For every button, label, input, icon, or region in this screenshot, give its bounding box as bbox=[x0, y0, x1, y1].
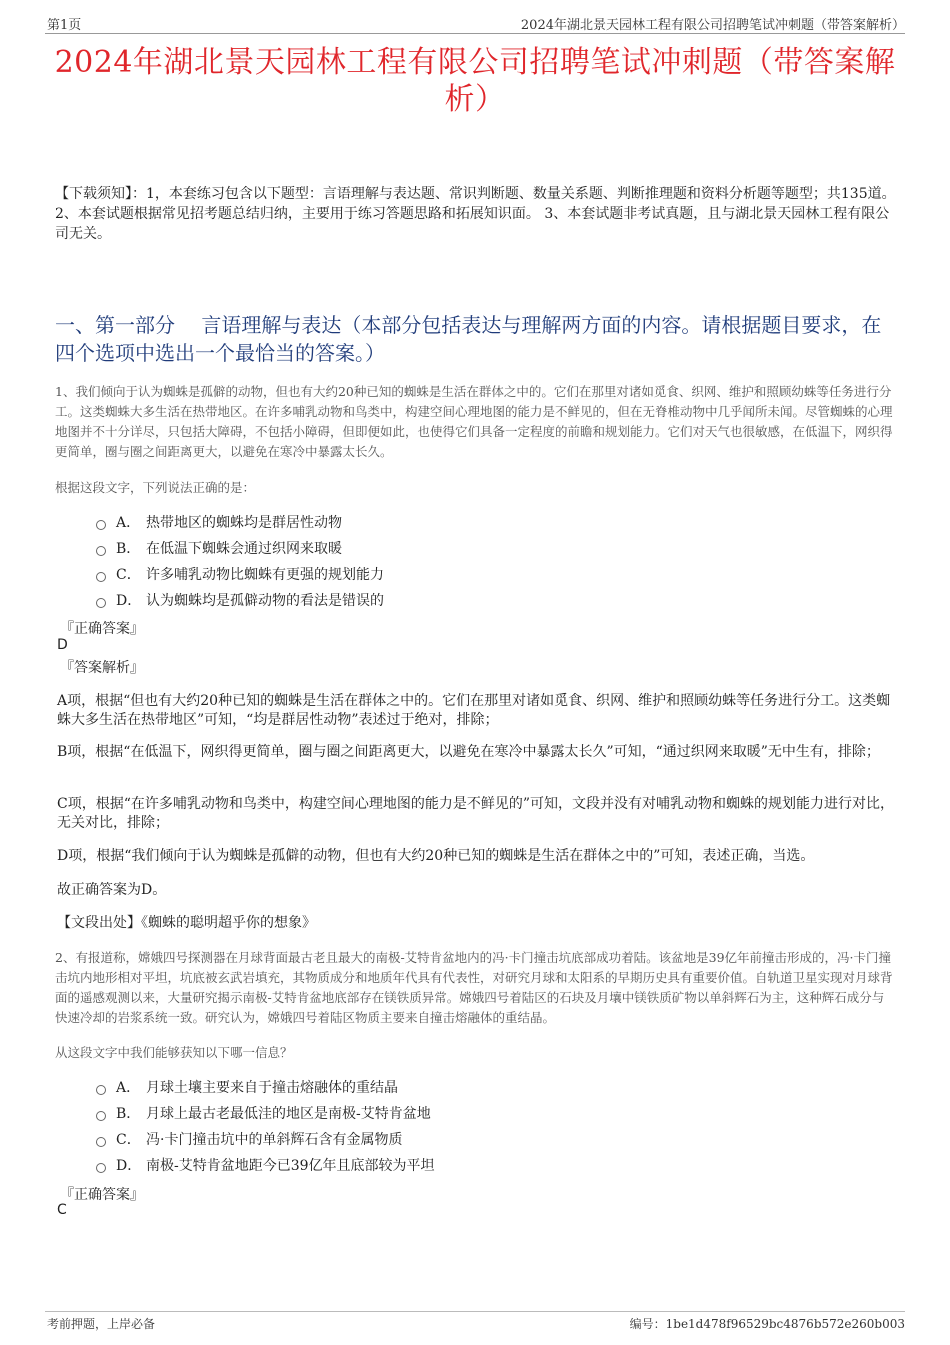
question-2-stem: 2、有报道称，嫦娥四号探测器在月球背面最古老且最大的南极-艾特肯盆地内的冯·卡门撞击坑底部成功着陆。该盆地是39亿年前撞击形成的，冯·卡门撞击坑内地形相对平坦，坑底被玄武岩填充，其物质成分和地质年代具有代表性，对研究月球和太阳系的早期历史具有重要价值。自轨道卫星实现对月球背面的遥感观测以来，大量研究揭示南极-艾特肯盆地底部存在镁铁质异常。嫦娥四号着陆区的石块及月壤中镁铁质矿物以单斜辉石为主，这种辉石成分与快速冷却的岩浆系统一致。研究认为，嫦娥四号着陆区物质主要来自撞击熔融体的重结晶。 bbox=[55, 950, 893, 1025]
radio-icon[interactable] bbox=[96, 598, 106, 608]
option-text: 热带地区的蜘蛛均是群居性动物 bbox=[146, 515, 342, 531]
question-1-conclusion: 故正确答案为D。 bbox=[57, 882, 167, 898]
question-1-analysis-label: 『答案解析』 bbox=[60, 660, 144, 676]
question-1-analysis-a: A项，根据“但也有大约20种已知的蜘蛛是生活在群体之中的。它们在那里对诸如觅食、织网、维护和照顾幼蛛等任务进行分工。这类蜘蛛大多生活在热带地区”可知，“均是群居性动物”表述过于绝对，排除； bbox=[57, 693, 891, 728]
option-text: 南极-艾特肯盆地距今已39亿年且底部较为平坦 bbox=[146, 1158, 435, 1174]
question-2-option-d[interactable] bbox=[96, 1155, 435, 1175]
question-1-answer: D bbox=[57, 637, 68, 653]
question-1-answer-label: 『正确答案』 bbox=[60, 621, 144, 637]
option-letter: A． bbox=[116, 515, 141, 531]
question-1-analysis-c: C项，根据“在许多哺乳动物和鸟类中，构建空间心理地图的能力是不鲜见的”可知，文段并没有对哺乳动物和蜘蛛的规划能力进行对比，无关对比，排除； bbox=[57, 796, 895, 831]
option-text: 冯·卡门撞击坑中的单斜辉石含有金属物质 bbox=[146, 1132, 403, 1148]
page-number: 第1页 bbox=[47, 18, 82, 33]
question-2-option-a[interactable] bbox=[96, 1077, 398, 1097]
document-title: 2024年湖北景天园林工程有限公司招聘笔试冲刺题（带答案解析） bbox=[54, 45, 896, 117]
option-letter: B． bbox=[116, 541, 141, 557]
section-heading: 一、第一部分 言语理解与表达（本部分包括表达与理解两方面的内容。请根据题目要求，在四个选项中选出一个最恰当的答案。） bbox=[55, 313, 882, 365]
question-1-option-a[interactable] bbox=[96, 512, 342, 532]
option-letter: C． bbox=[116, 567, 141, 583]
question-1-option-b[interactable] bbox=[96, 538, 342, 558]
radio-icon[interactable] bbox=[96, 1085, 106, 1095]
radio-icon[interactable] bbox=[96, 572, 106, 582]
question-1-analysis-b: B项，根据“在低温下，网织得更简单，圈与圈之间距离更大，以避免在寒冷中暴露太长久”可知，“通过织网来取暖”无中生有，排除； bbox=[57, 744, 880, 760]
footer-slogan: 考前押题，上岸必备 bbox=[47, 1317, 156, 1331]
radio-icon[interactable] bbox=[96, 520, 106, 530]
option-text: 月球上最古老最低洼的地区是南极-艾特肯盆地 bbox=[146, 1106, 431, 1122]
footer-divider bbox=[45, 1311, 905, 1312]
radio-icon[interactable] bbox=[96, 546, 106, 556]
question-2-prompt: 从这段文字中我们能够获知以下哪一信息？ bbox=[55, 1045, 293, 1060]
option-letter: A． bbox=[116, 1080, 141, 1096]
question-1-stem: 1、我们倾向于认为蜘蛛是孤僻的动物，但也有大约20种已知的蜘蛛是生活在群体之中的。它们在那里对诸如觅食、织网、维护和照顾幼蛛等任务进行分工。这类蜘蛛大多生活在热带地区。在许多哺乳动物和鸟类中，构建空间心理地图的能力是不鲜见的，但在无脊椎动物中几乎闻所未闻。尽管蜘蛛的心理地图并不十分详尽，只包括大障碍，不包括小障碍，但即便如此，也使得它们具备一定程度的前瞻和规划能力。它们对天气也很敏感，在低温下，网织得更简单，圈与圈之间距离更大，以避免在寒冷中暴露太长久。 bbox=[55, 384, 893, 459]
option-letter: D． bbox=[116, 593, 142, 609]
running-header-title: 2024年湖北景天园林工程有限公司招聘笔试冲刺题（带答案解析） bbox=[520, 18, 905, 33]
download-notice: 【下载须知】：1，本套练习包含以下题型：言语理解与表达题、常识判断题、数量关系题、判断推理题和资料分析题等题型；共135道。 2、本套试题根据常见招考题总结归纳，主要用于练习答题思路和拓展知识面。 3、本套试题非考试真题，且与湖北景天园林工程有限公司无关。 bbox=[55, 186, 896, 242]
option-text: 在低温下蜘蛛会通过织网来取暖 bbox=[146, 541, 342, 557]
option-text: 认为蜘蛛均是孤僻动物的看法是错误的 bbox=[146, 593, 384, 609]
option-letter: D． bbox=[116, 1158, 142, 1174]
header-divider bbox=[45, 33, 905, 34]
option-text: 月球土壤主要来自于撞击熔融体的重结晶 bbox=[146, 1080, 398, 1096]
option-letter: B． bbox=[116, 1106, 141, 1122]
question-1-source: 【文段出处】《蜘蛛的聪明超乎你的想象》 bbox=[57, 915, 316, 931]
question-1-prompt: 根据这段文字，下列说法正确的是： bbox=[55, 480, 256, 495]
radio-icon[interactable] bbox=[96, 1137, 106, 1147]
question-2-answer: C bbox=[57, 1202, 67, 1218]
option-letter: C． bbox=[116, 1132, 141, 1148]
question-1-option-c[interactable] bbox=[96, 564, 384, 584]
option-text: 许多哺乳动物比蜘蛛有更强的规划能力 bbox=[146, 567, 384, 583]
question-1-option-d[interactable] bbox=[96, 590, 384, 610]
radio-icon[interactable] bbox=[96, 1111, 106, 1121]
question-2-option-c[interactable] bbox=[96, 1129, 402, 1149]
question-2-option-b[interactable] bbox=[96, 1103, 431, 1123]
question-1-analysis-d: D项，根据“我们倾向于认为蜘蛛是孤僻的动物，但也有大约20种已知的蜘蛛是生活在群体之中的”可知，表述正确，当选。 bbox=[57, 848, 815, 864]
radio-icon[interactable] bbox=[96, 1163, 106, 1173]
question-2-answer-label: 『正确答案』 bbox=[60, 1187, 144, 1203]
footer-serial-number: 编号：1be1d478f96529bc4876b572e260b003 bbox=[629, 1317, 905, 1331]
